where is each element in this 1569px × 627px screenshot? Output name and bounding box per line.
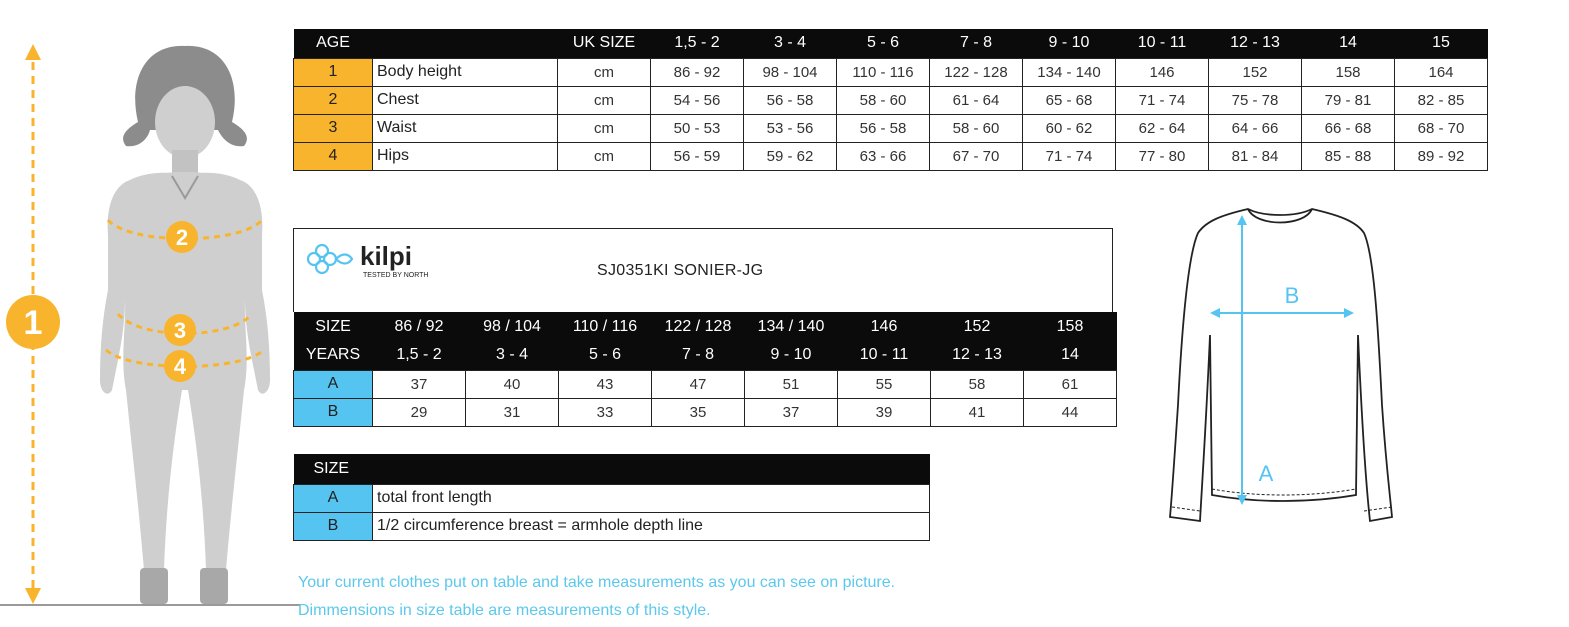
head-shape xyxy=(155,86,215,158)
value-cell: 67 - 70 xyxy=(930,142,1023,170)
header-size: 12 - 13 xyxy=(1209,29,1302,58)
value-cell: 47 xyxy=(652,370,745,398)
value-cell: 60 - 62 xyxy=(1023,114,1116,142)
value-cell: 31 xyxy=(466,398,559,426)
arrow-b-right-icon xyxy=(1344,308,1354,318)
left-foot-shape xyxy=(140,568,168,604)
value-cell: 82 - 85 xyxy=(1395,86,1488,114)
size-cell: 158 xyxy=(1024,312,1117,341)
value-cell: 110 - 116 xyxy=(837,58,930,86)
legend-header xyxy=(294,454,930,484)
label-b: B xyxy=(1284,283,1300,308)
value-cell: 71 - 74 xyxy=(1023,142,1116,170)
header-age: AGE xyxy=(294,29,373,58)
row-number: 3 xyxy=(294,114,373,142)
note-line-2: Dimmensions in size table are measurements of this style. xyxy=(298,602,711,619)
value-cell: 59 - 62 xyxy=(744,142,837,170)
svg-text:TESTED BY NORTH: TESTED BY NORTH xyxy=(363,272,429,279)
product-title: SJ0351KI SONIER-JG xyxy=(597,262,764,279)
table-row xyxy=(294,398,1117,426)
value-cell: 77 - 80 xyxy=(1116,142,1209,170)
size-table-header xyxy=(294,29,1488,58)
value-cell: 122 - 128 xyxy=(930,58,1023,86)
value-cell: 40 xyxy=(466,370,559,398)
header-size: 9 - 10 xyxy=(1023,29,1116,58)
value-cell: 39 xyxy=(838,398,931,426)
row-name: Body height xyxy=(373,58,558,86)
value-cell: 61 xyxy=(1024,370,1117,398)
header-size: 1,5 - 2 xyxy=(651,29,744,58)
svg-text:kilpi: kilpi xyxy=(360,241,413,271)
value-cell: 62 - 64 xyxy=(1116,114,1209,142)
row-number: 4 xyxy=(294,142,373,170)
shirt-drawing xyxy=(1160,205,1400,535)
marker-3-label: 3 xyxy=(173,318,187,343)
row-unit: cm xyxy=(558,142,651,170)
table-row xyxy=(294,142,1488,170)
value-cell: 68 - 70 xyxy=(1395,114,1488,142)
years-cell: 12 - 13 xyxy=(931,341,1024,370)
value-cell: 37 xyxy=(373,370,466,398)
value-cell: 55 xyxy=(838,370,931,398)
header-size: 5 - 6 xyxy=(837,29,930,58)
header-size: 15 xyxy=(1395,29,1488,58)
measure-description: 1/2 circumference breast = armhole depth line xyxy=(373,512,930,540)
header-size: 14 xyxy=(1302,29,1395,58)
value-cell: 29 xyxy=(373,398,466,426)
height-arrow-top-icon xyxy=(25,44,41,60)
header-size: 10 - 11 xyxy=(1116,29,1209,58)
years-cell: 10 - 11 xyxy=(838,341,931,370)
value-cell: 51 xyxy=(745,370,838,398)
value-cell: 58 xyxy=(931,370,1024,398)
row-unit: cm xyxy=(558,114,651,142)
value-cell: 61 - 64 xyxy=(930,86,1023,114)
value-cell: 79 - 81 xyxy=(1302,86,1395,114)
years-cell: 5 - 6 xyxy=(559,341,652,370)
value-cell: 66 - 68 xyxy=(1302,114,1395,142)
table-row xyxy=(294,512,930,540)
value-cell: 33 xyxy=(559,398,652,426)
size-cell: 134 / 140 xyxy=(745,312,838,341)
value-cell: 146 xyxy=(1116,58,1209,86)
table-row xyxy=(294,86,1488,114)
value-cell: 54 - 56 xyxy=(651,86,744,114)
arrow-a-top-icon xyxy=(1237,215,1247,225)
value-cell: 50 - 53 xyxy=(651,114,744,142)
value-cell: 98 - 104 xyxy=(744,58,837,86)
years-cell: 14 xyxy=(1024,341,1117,370)
measure-label: A xyxy=(294,370,373,398)
header-uk-size: UK SIZE xyxy=(558,29,651,58)
product-header xyxy=(293,228,1113,312)
marker-1-label: 1 xyxy=(23,304,43,342)
value-cell: 63 - 66 xyxy=(837,142,930,170)
shirt-hem xyxy=(1212,489,1356,495)
measure-description: total front length xyxy=(373,484,930,512)
row-unit: cm xyxy=(558,58,651,86)
measure-legend-table xyxy=(293,454,930,541)
arrow-b-left-icon xyxy=(1210,308,1220,318)
value-cell: 64 - 66 xyxy=(1209,114,1302,142)
row-number: 1 xyxy=(294,58,373,86)
kilpi-logo xyxy=(302,237,462,281)
years-cell: 3 - 4 xyxy=(466,341,559,370)
marker-2-label: 2 xyxy=(175,225,189,250)
measure-label: A xyxy=(294,484,373,512)
years-label: YEARS xyxy=(294,341,373,370)
value-cell: 152 xyxy=(1209,58,1302,86)
value-cell: 37 xyxy=(745,398,838,426)
value-cell: 53 - 56 xyxy=(744,114,837,142)
value-cell: 56 - 59 xyxy=(651,142,744,170)
size-cell: 152 xyxy=(931,312,1024,341)
product-size-row xyxy=(294,312,1117,341)
years-cell: 9 - 10 xyxy=(745,341,838,370)
value-cell: 58 - 60 xyxy=(930,114,1023,142)
value-cell: 158 xyxy=(1302,58,1395,86)
header-size: 7 - 8 xyxy=(930,29,1023,58)
value-cell: 35 xyxy=(652,398,745,426)
table-row xyxy=(294,484,930,512)
product-measure-table xyxy=(293,312,1117,427)
row-name: Chest xyxy=(373,86,558,114)
label-a: A xyxy=(1258,461,1274,486)
years-cell: 7 - 8 xyxy=(652,341,745,370)
value-cell: 81 - 84 xyxy=(1209,142,1302,170)
product-years-row xyxy=(294,341,1117,370)
measure-label: B xyxy=(294,398,373,426)
value-cell: 164 xyxy=(1395,58,1488,86)
table-row xyxy=(294,370,1117,398)
size-label: SIZE xyxy=(294,312,373,341)
legend-header-label: SIZE xyxy=(294,454,930,484)
body-figure-illustration xyxy=(0,30,300,620)
years-cell: 1,5 - 2 xyxy=(373,341,466,370)
header-size: 3 - 4 xyxy=(744,29,837,58)
value-cell: 56 - 58 xyxy=(837,114,930,142)
header-blank xyxy=(373,29,558,58)
marker-4-label: 4 xyxy=(173,354,187,379)
note-line-1: Your current clothes put on table and take measurements as you can see on picture. xyxy=(298,574,896,591)
size-cell: 86 / 92 xyxy=(373,312,466,341)
shirt-outline xyxy=(1170,209,1392,521)
value-cell: 89 - 92 xyxy=(1395,142,1488,170)
value-cell: 56 - 58 xyxy=(744,86,837,114)
size-cell: 98 / 104 xyxy=(466,312,559,341)
left-cuff xyxy=(1172,507,1200,511)
size-cell: 122 / 128 xyxy=(652,312,745,341)
value-cell: 41 xyxy=(931,398,1024,426)
size-cell: 110 / 116 xyxy=(559,312,652,341)
right-foot-shape xyxy=(200,568,228,604)
row-name: Waist xyxy=(373,114,558,142)
measure-label: B xyxy=(294,512,373,540)
value-cell: 134 - 140 xyxy=(1023,58,1116,86)
value-cell: 65 - 68 xyxy=(1023,86,1116,114)
row-unit: cm xyxy=(558,86,651,114)
table-row xyxy=(294,58,1488,86)
value-cell: 44 xyxy=(1024,398,1117,426)
size-cell: 146 xyxy=(838,312,931,341)
height-arrow-bottom-icon xyxy=(25,588,41,604)
table-row xyxy=(294,114,1488,142)
value-cell: 86 - 92 xyxy=(651,58,744,86)
value-cell: 75 - 78 xyxy=(1209,86,1302,114)
value-cell: 71 - 74 xyxy=(1116,86,1209,114)
row-number: 2 xyxy=(294,86,373,114)
value-cell: 58 - 60 xyxy=(837,86,930,114)
row-name: Hips xyxy=(373,142,558,170)
value-cell: 85 - 88 xyxy=(1302,142,1395,170)
size-chart-table xyxy=(293,29,1488,171)
value-cell: 43 xyxy=(559,370,652,398)
